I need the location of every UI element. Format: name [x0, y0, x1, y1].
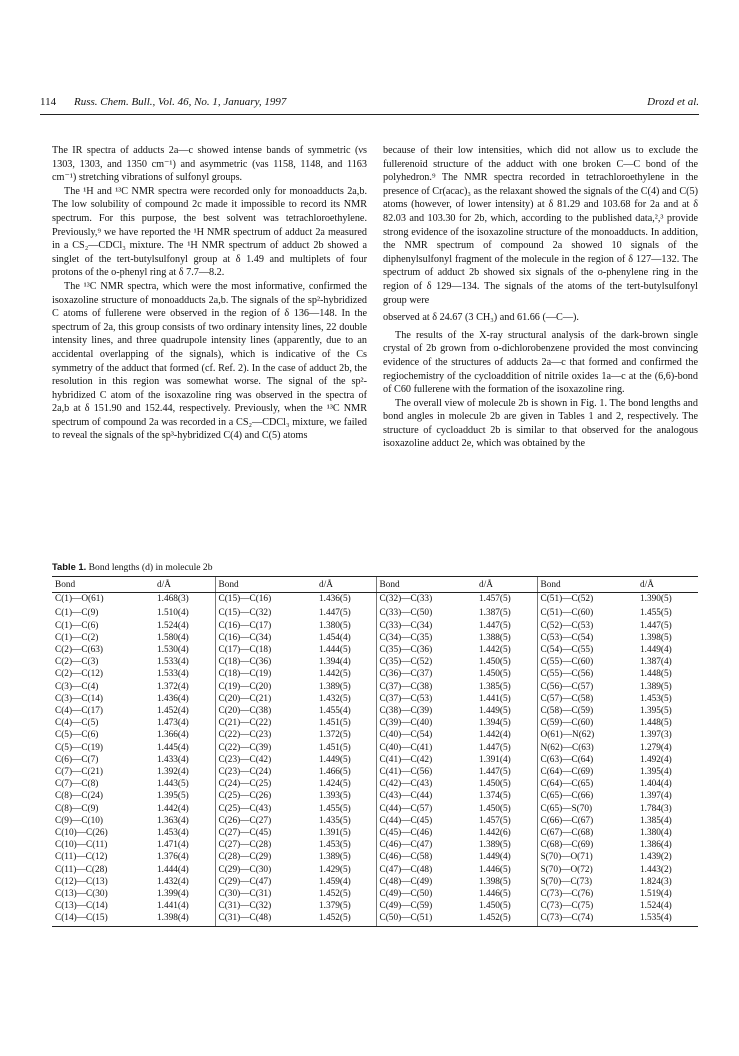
bond-cell: C(22)—C(39)	[215, 742, 316, 754]
bond-cell: C(54)—C(55)	[537, 644, 637, 656]
bond-cell: C(25)—C(43)	[215, 803, 316, 815]
table-label: Table 1.	[52, 561, 87, 572]
header-rule	[40, 114, 699, 115]
table-row	[52, 620, 698, 632]
bond-cell: C(73)—C(75)	[537, 900, 637, 912]
bond-cell: C(53)—C(54)	[537, 632, 637, 644]
length-cell: 1.395(4)	[640, 767, 672, 778]
bond-cell: C(25)—C(26)	[215, 790, 316, 802]
length-cell: 1.398(5)	[479, 876, 511, 887]
bond-cell: S(70)—O(71)	[537, 851, 637, 863]
bond-cell: C(39)—C(40)	[376, 717, 476, 729]
bond-cell: C(1)—C(6)	[55, 620, 99, 631]
length-cell: 1.524(4)	[640, 901, 672, 912]
bond-cell: C(2)—C(12)	[55, 669, 104, 680]
length-cell: 1.442(6)	[479, 828, 511, 839]
bond-cell: C(55)—C(56)	[537, 668, 637, 680]
bond-cell: C(59)—C(60)	[537, 717, 637, 729]
bond-cell: C(8)—C(9)	[55, 803, 99, 814]
authors: Drozd et al.	[647, 96, 699, 108]
length-cell: 1.446(5)	[479, 864, 511, 875]
length-cell: 1.389(5)	[319, 681, 351, 692]
length-cell: 1.455(4)	[319, 706, 351, 717]
bond-cell: C(64)—C(69)	[537, 766, 637, 778]
length-cell: 1.450(5)	[479, 669, 511, 680]
length-cell: 1.442(4)	[157, 803, 189, 814]
bond-cell: C(10)—C(11)	[55, 840, 108, 851]
bond-cell: C(1)—C(9)	[55, 608, 99, 619]
length-cell: 1.448(5)	[640, 718, 672, 729]
bond-cell: C(66)—C(67)	[537, 815, 637, 827]
column-header: d/Å	[316, 577, 376, 593]
bond-cell: S(70)—O(72)	[537, 864, 637, 876]
bond-cell: C(65)—S(70)	[537, 803, 637, 815]
length-cell: 1.443(2)	[640, 864, 672, 875]
length-cell: 1.441(5)	[479, 693, 511, 704]
length-cell: 1.447(5)	[640, 620, 672, 631]
length-cell: 1.436(4)	[157, 693, 189, 704]
bond-cell: C(73)—C(76)	[537, 888, 637, 900]
length-cell: 1.455(5)	[319, 803, 351, 814]
bond-cell: C(48)—C(49)	[376, 876, 476, 888]
bond-cell: C(43)—C(44)	[376, 790, 476, 802]
length-cell: 1.452(5)	[316, 912, 376, 926]
bond-cell: C(68)—C(69)	[537, 839, 637, 851]
length-cell: 1.450(5)	[479, 657, 511, 668]
bond-cell: C(16)—C(17)	[215, 620, 316, 632]
bond-cell: C(15)—C(32)	[215, 605, 316, 619]
length-cell: 1.519(4)	[640, 889, 672, 900]
length-cell: 1.374(5)	[479, 791, 511, 802]
length-cell: 1.393(5)	[319, 791, 351, 802]
bond-cell: C(20)—C(21)	[215, 693, 316, 705]
length-cell: 1.450(5)	[479, 779, 511, 790]
table-row	[52, 668, 698, 680]
bond-cell: N(62)—C(63)	[537, 742, 637, 754]
table-row	[52, 851, 698, 863]
bond-cell: C(35)—C(36)	[376, 644, 476, 656]
table-row	[52, 729, 698, 741]
bond-cell: C(44)—C(45)	[376, 815, 476, 827]
length-cell: 1.435(5)	[319, 815, 351, 826]
paragraph: The IR spectra of adducts 2a—c showed intense bands of symmetric (νs 1303, 1303, and 1350 cm⁻¹) and asymmetric (νas 1158, 1148, and 1163 cm⁻¹) stretching vibrations of sulfonyl groups.	[52, 145, 367, 184]
bond-cell: C(17)—C(18)	[215, 644, 316, 656]
length-cell: 1.459(4)	[319, 876, 351, 887]
bond-cell: C(34)—C(35)	[376, 632, 476, 644]
length-cell: 1.279(4)	[640, 742, 672, 753]
bond-cell: C(5)—C(19)	[55, 742, 104, 753]
length-cell: 1.391(4)	[479, 754, 511, 765]
bond-cell: S(70)—C(73)	[537, 876, 637, 888]
length-cell: 1.379(5)	[319, 901, 351, 912]
table-row	[52, 656, 698, 668]
bond-cell: C(13)—C(14)	[55, 901, 108, 912]
bond-cell: C(18)—C(36)	[215, 656, 316, 668]
length-cell: 1.389(5)	[640, 681, 672, 692]
bond-cell: C(5)—C(6)	[55, 730, 99, 741]
bond-cell: C(11)—C(28)	[55, 864, 108, 875]
bond-cell: C(31)—C(48)	[215, 912, 316, 926]
bond-cell: C(10)—C(26)	[55, 828, 108, 839]
length-cell: 1.451(5)	[319, 742, 351, 753]
length-cell: 1.363(4)	[157, 815, 189, 826]
length-cell: 1.429(5)	[319, 864, 351, 875]
length-cell: 1.399(4)	[157, 889, 189, 900]
bond-cell: C(36)—C(37)	[376, 668, 476, 680]
length-cell: 1.404(4)	[640, 779, 672, 790]
column-header: d/Å	[476, 577, 537, 593]
length-cell: 1.380(5)	[319, 620, 351, 631]
length-cell: 1.372(5)	[319, 730, 351, 741]
bond-cell: C(18)—C(19)	[215, 668, 316, 680]
column-header: Bond	[215, 577, 316, 593]
length-cell: 1.433(4)	[157, 754, 189, 765]
length-cell: 1.446(5)	[479, 889, 511, 900]
bond-cell: C(7)—C(21)	[55, 767, 104, 778]
bond-cell: C(73)—C(74)	[537, 912, 637, 926]
bond-cell: O(61)—N(62)	[537, 729, 637, 741]
bond-cell: C(12)—C(13)	[55, 876, 108, 887]
bond-cell: C(30)—C(31)	[215, 888, 316, 900]
bond-cell: C(21)—C(22)	[215, 717, 316, 729]
bond-cell: C(29)—C(30)	[215, 864, 316, 876]
length-cell: 1.448(5)	[640, 669, 672, 680]
bond-cell: C(27)—C(45)	[215, 827, 316, 839]
bond-cell: C(2)—C(63)	[55, 645, 104, 656]
bond-cell: C(16)—C(34)	[215, 632, 316, 644]
bond-cell: C(51)—C(52)	[537, 593, 637, 606]
bond-cell: C(57)—C(58)	[537, 693, 637, 705]
length-cell: 1.398(5)	[640, 632, 672, 643]
bond-cell: C(55)—C(60)	[537, 656, 637, 668]
journal-citation: Russ. Chem. Bull., Vol. 46, No. 1, January, 1997	[74, 96, 287, 108]
table-row	[52, 912, 698, 926]
length-cell: 1.468(3)	[157, 594, 189, 605]
length-cell: 1.445(4)	[157, 742, 189, 753]
column-header: Bond	[52, 577, 154, 593]
length-cell: 1.471(4)	[157, 840, 189, 851]
bond-cell: C(63)—C(64)	[537, 754, 637, 766]
paragraph: The ¹H and ¹³C NMR spectra were recorded only for monoadducts 2a,b. The low solubility of compound 2c made it impossible to record its NMR spectrum. For this purpose, the best solvent was tetrachloroethylene. Previously,⁹ we have reported the ¹H NMR spectrum of adduct 2a measured in a CS₂—CDCl₃ mixture. The ¹H NMR spectrum of adduct 2b showed a singlet of the tert-butylsulfonyl group at δ 1.49 and multiplets of four protons of the o-phenyl ring at δ 7.7—8.2.	[52, 185, 367, 279]
table-caption	[52, 561, 213, 573]
bond-cell: C(46)—C(47)	[376, 839, 476, 851]
table-row	[52, 632, 698, 644]
bond-cell: C(32)—C(33)	[376, 593, 476, 606]
bond-cell: C(44)—C(57)	[376, 803, 476, 815]
paragraph: The overall view of molecule 2b is shown in Fig. 1. The bond lengths and bond angles in molecule 2b are given in Tables 1 and 2, respectively. The structure of cycloadduct 2b is similar to that observed for the analogous isoxazoline adduct 2e, which was obtained by the	[383, 397, 698, 450]
bond-cell: C(56)—C(57)	[537, 681, 637, 693]
length-cell: 1.447(5)	[479, 742, 511, 753]
length-cell: 1.452(5)	[476, 912, 537, 926]
length-cell: 1.455(5)	[640, 608, 672, 619]
bond-cell: C(13)—C(30)	[55, 889, 108, 900]
length-cell: 1.387(5)	[479, 608, 511, 619]
length-cell: 1.442(5)	[479, 645, 511, 656]
table-row	[52, 605, 698, 619]
length-cell: 1.444(5)	[319, 645, 351, 656]
table-caption-text: Bond lengths (d) in molecule 2b	[88, 562, 213, 573]
length-cell: 1.439(2)	[640, 852, 672, 863]
table-row	[52, 803, 698, 815]
bond-lengths-table	[52, 576, 698, 927]
length-cell: 1.390(5)	[640, 594, 672, 605]
length-cell: 1.366(4)	[157, 730, 189, 741]
bond-cell: C(26)—C(27)	[215, 815, 316, 827]
table-row	[52, 839, 698, 851]
length-cell: 1.387(4)	[640, 657, 672, 668]
length-cell: 1.376(4)	[157, 852, 189, 863]
table-row	[52, 766, 698, 778]
length-cell: 1.391(5)	[319, 828, 351, 839]
bond-cell: C(38)—C(39)	[376, 705, 476, 717]
table-row	[52, 900, 698, 912]
bond-cell: C(23)—C(42)	[215, 754, 316, 766]
table-row	[52, 790, 698, 802]
length-cell: 1.385(4)	[640, 815, 672, 826]
length-cell: 1.580(4)	[157, 632, 189, 643]
length-cell: 1.441(4)	[157, 901, 189, 912]
length-cell: 1.453(5)	[319, 840, 351, 851]
bond-cell: C(51)—C(60)	[537, 605, 637, 619]
length-cell: 1.535(4)	[637, 912, 698, 926]
length-cell: 1.397(4)	[640, 791, 672, 802]
bond-cell: C(1)—O(61)	[55, 594, 104, 605]
length-cell: 1.454(4)	[319, 632, 351, 643]
running-header	[40, 96, 699, 112]
length-cell: 1.824(3)	[640, 876, 672, 887]
bond-cell: C(11)—C(12)	[55, 852, 108, 863]
length-cell: 1.442(4)	[479, 730, 511, 741]
bond-cell: C(64)—C(65)	[537, 778, 637, 790]
bond-cell: C(3)—C(14)	[55, 693, 104, 704]
column-header: d/Å	[637, 577, 698, 593]
length-cell: 1.392(4)	[157, 767, 189, 778]
column-header: Bond	[376, 577, 476, 593]
bond-cell: C(19)—C(20)	[215, 681, 316, 693]
bond-cell: C(67)—C(68)	[537, 827, 637, 839]
length-cell: 1.380(4)	[640, 828, 672, 839]
length-cell: 1.533(4)	[157, 669, 189, 680]
length-cell: 1.451(5)	[319, 718, 351, 729]
length-cell: 1.457(5)	[479, 594, 511, 605]
bond-cell: C(6)—C(7)	[55, 754, 99, 765]
bond-cell: C(37)—C(53)	[376, 693, 476, 705]
bond-cell: C(52)—C(53)	[537, 620, 637, 632]
table-row	[52, 681, 698, 693]
table-row	[52, 717, 698, 729]
length-cell: 1.453(4)	[157, 828, 189, 839]
length-cell: 1.450(5)	[479, 803, 511, 814]
bond-cell: C(40)—C(54)	[376, 729, 476, 741]
table-row	[52, 778, 698, 790]
length-cell: 1.389(5)	[479, 840, 511, 851]
length-cell: 1.447(5)	[479, 620, 511, 631]
bond-cell: C(50)—C(51)	[376, 912, 476, 926]
bond-cell: C(41)—C(56)	[376, 766, 476, 778]
bond-cell: C(20)—C(38)	[215, 705, 316, 717]
table-row	[52, 742, 698, 754]
bond-cell: C(28)—C(29)	[215, 851, 316, 863]
bond-cell: C(41)—C(42)	[376, 754, 476, 766]
bond-cell: C(47)—C(48)	[376, 864, 476, 876]
bond-cell: C(45)—C(46)	[376, 827, 476, 839]
table-row	[52, 705, 698, 717]
table-row	[52, 864, 698, 876]
length-cell: 1.473(4)	[157, 718, 189, 729]
paragraph: observed at δ 24.67 (3 CH₃) and 61.66 (—C—).	[383, 312, 579, 324]
length-cell: 1.398(4)	[154, 912, 215, 926]
table-row	[52, 693, 698, 705]
length-cell: 1.447(5)	[319, 608, 351, 619]
column-header: Bond	[537, 577, 637, 593]
bond-cell: C(46)—C(58)	[376, 851, 476, 863]
length-cell: 1.389(5)	[319, 852, 351, 863]
length-cell: 1.432(4)	[157, 876, 189, 887]
bond-cell: C(22)—C(23)	[215, 729, 316, 741]
length-cell: 1.442(5)	[319, 669, 351, 680]
bond-cell: C(65)—C(66)	[537, 790, 637, 802]
length-cell: 1.452(4)	[157, 706, 189, 717]
table-row	[52, 876, 698, 888]
bond-cell: C(7)—C(8)	[55, 779, 99, 790]
bond-cell: C(4)—C(17)	[55, 706, 104, 717]
table-body	[52, 593, 698, 926]
bond-cell: C(49)—C(59)	[376, 900, 476, 912]
bond-cell: C(58)—C(59)	[537, 705, 637, 717]
table-header-row	[52, 577, 698, 593]
bond-cell: C(8)—C(24)	[55, 791, 104, 802]
table-row	[52, 754, 698, 766]
length-cell: 1.372(4)	[157, 681, 189, 692]
length-cell: 1.385(5)	[479, 681, 511, 692]
bond-cell: C(35)—C(52)	[376, 656, 476, 668]
length-cell: 1.784(3)	[640, 803, 672, 814]
bond-cell: C(2)—C(3)	[55, 657, 99, 668]
table-row	[52, 644, 698, 656]
bond-cell: C(33)—C(50)	[376, 605, 476, 619]
bond-cell: C(3)—C(4)	[55, 681, 99, 692]
bond-cell: C(1)—C(2)	[55, 632, 99, 643]
paragraph: because of their low intensities, which did not allow us to exclude the fullerenoid structure of the adduct with one broken C—C bond of the polyhedron.⁹ The NMR spectra recorded in tetrachloroethylene in the presence of Cr(acac)₃ as the relaxant showed the signals of the C(4) and C(5) atoms (however, of lower intensity) at δ 81.29 and 103.68 for 2a and at δ 82.03 and 103.30 for 2b, which, according to the published data,²,³ provide strong evidence of the isoxazoline structure of the monoadducts. In addition, the NMR spectrum of compound 2a showed 10 signals of the diphenylsulfonyl fragment of the molecule in the region of δ 127—132. The spectrum of adduct 2b showed six signals of the o-phenylene ring in the region of δ 129—134. The signals of the atoms of the tert-butylsulfonyl group were	[383, 145, 698, 306]
bond-cell: C(14)—C(15)	[52, 912, 154, 926]
right-column	[383, 144, 698, 451]
bond-cell: C(4)—C(5)	[55, 718, 99, 729]
table-row	[52, 888, 698, 900]
left-column	[52, 144, 367, 443]
length-cell: 1.394(4)	[319, 657, 351, 668]
length-cell: 1.395(5)	[157, 791, 189, 802]
page-number: 114	[40, 96, 57, 108]
length-cell: 1.386(4)	[640, 840, 672, 851]
length-cell: 1.530(4)	[157, 645, 189, 656]
bond-cell: C(31)—C(32)	[215, 900, 316, 912]
length-cell: 1.443(5)	[157, 779, 189, 790]
bond-cell: C(42)—C(43)	[376, 778, 476, 790]
bond-cell: C(29)—C(47)	[215, 876, 316, 888]
length-cell: 1.444(4)	[157, 864, 189, 875]
bond-cell: C(49)—C(50)	[376, 888, 476, 900]
length-cell: 1.432(5)	[319, 693, 351, 704]
bond-cell: C(37)—C(38)	[376, 681, 476, 693]
length-cell: 1.449(4)	[479, 852, 511, 863]
length-cell: 1.492(4)	[640, 754, 672, 765]
paragraph: The results of the X-ray structural analysis of the dark-brown single crystal of 2b grown from o-dichlorobenzene provided the most convincing evidence of the structures of adducts 2a—c that formed and confirmed the regiochemistry of the cycloaddition of nitrile oxides 1a—c at the (6,6)-bond of C60 fullerene with the formation of the isoxazoline ring.	[383, 329, 698, 396]
table-row	[52, 593, 698, 606]
length-cell: 1.457(5)	[479, 815, 511, 826]
bond-cell: C(40)—C(41)	[376, 742, 476, 754]
length-cell: 1.533(4)	[157, 657, 189, 668]
length-cell: 1.510(4)	[157, 608, 189, 619]
paragraph: The ¹³C NMR spectra, which were the most informative, confirmed the isoxazoline structure of monoadducts 2a,b. The signals of the sp²-hybridized C atoms of fullerene were observed in the region of δ 136—148. In the spectrum of 2a, this group consists of two ordinary intensity lines, 22 double intensity lines, and three quadrupole intensity lines (apparently, due to an accidental overlapping of the signals), which is indicative of the Cs symmetry of the adduct that formed (cf. Ref. 2). In the case of adduct 2b, the resolution in this region was somewhat worse. The signal of the sp²-hybridized C atom of the isoxazoline ring was observed in the spectra of 2a,b at δ 151.90 and 152.44, respectively. Previously, when the ¹³C NMR spectrum of compound 2a was recorded in a CS₂—CDCl₃ mixture, we failed to reveal the signals of the sp³-hybridized C(4) and C(5) atoms	[52, 280, 367, 442]
length-cell: 1.449(4)	[640, 645, 672, 656]
length-cell: 1.449(5)	[479, 706, 511, 717]
length-cell: 1.394(5)	[479, 718, 511, 729]
length-cell: 1.424(5)	[319, 779, 351, 790]
bond-cell: C(15)—C(16)	[215, 593, 316, 606]
bond-cell: C(33)—C(34)	[376, 620, 476, 632]
table-row	[52, 815, 698, 827]
length-cell: 1.466(5)	[319, 767, 351, 778]
length-cell: 1.524(4)	[157, 620, 189, 631]
bond-cell: C(9)—C(10)	[55, 815, 104, 826]
length-cell: 1.388(5)	[479, 632, 511, 643]
length-cell: 1.395(5)	[640, 706, 672, 717]
table-row	[52, 827, 698, 839]
length-cell: 1.447(5)	[479, 767, 511, 778]
length-cell: 1.436(5)	[319, 594, 351, 605]
length-cell: 1.450(5)	[479, 901, 511, 912]
bond-cell: C(24)—C(25)	[215, 778, 316, 790]
column-header: d/Å	[154, 577, 215, 593]
length-cell: 1.449(5)	[319, 754, 351, 765]
length-cell: 1.452(5)	[319, 889, 351, 900]
length-cell: 1.453(5)	[640, 693, 672, 704]
bond-cell: C(27)—C(28)	[215, 839, 316, 851]
bond-cell: C(23)—C(24)	[215, 766, 316, 778]
length-cell: 1.397(3)	[640, 730, 672, 741]
